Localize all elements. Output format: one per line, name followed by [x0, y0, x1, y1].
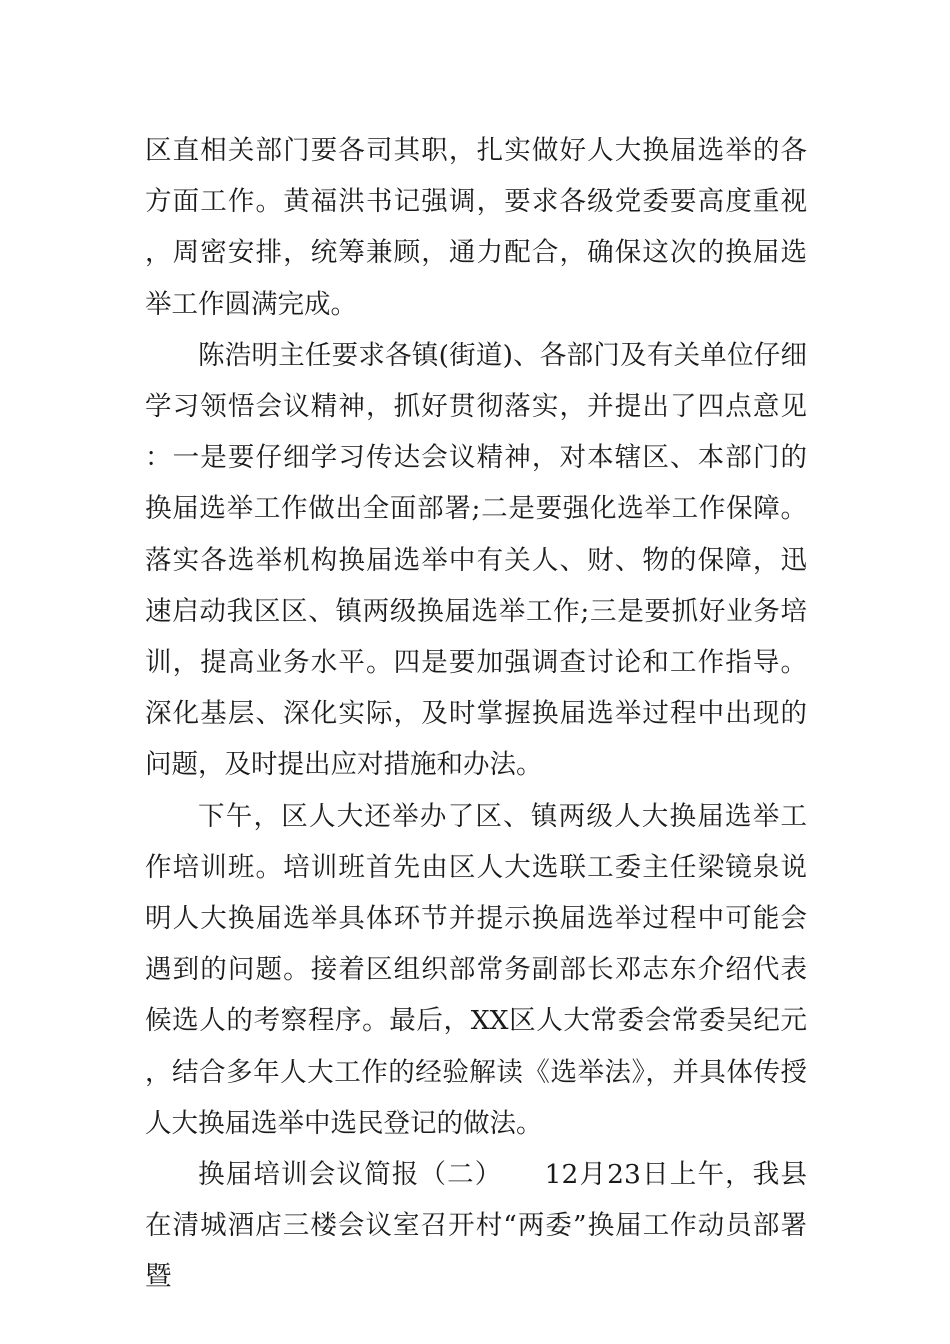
paragraph-3: 下午，区人大还举办了区、镇两级人大换届选举工作培训班。培训班首先由区人大选联工委主任梁镜泉说明人大换届选举具体环节并提示换届选举过程中可能会遇到的问题。接着区组织部常务副部长邓志东介绍代表候选人的考察程序。最后，XX区人大常委会常委吴纪元，结合多年人大工作的经验解读《选举法》，并具体传授人大换届选举中选民登记的做法。 [145, 800, 807, 1139]
document-body [145, 125, 807, 1303]
paragraph-1: 区直相关部门要各司其职，扎实做好人大换届选举的各方面工作。黄福洪书记强调，要求各级党委要高度重视，周密安排，统筹兼顾，通力配合，确保这次的换届选举工作圆满完成。 [145, 135, 807, 320]
paragraph-4: 换届培训会议简报（二） 12月23日上午，我县在清城酒店三楼会议室召开村“两委”换届工作动员部署暨 [145, 1159, 807, 1293]
paragraph-2: 陈浩明主任要求各镇(街道)、各部门及有关单位仔细学习领悟会议精神，抓好贯彻落实，并提出了四点意见：一是要仔细学习传达会议精神，对本辖区、本部门的换届选举工作做出全面部署;二是要强化选举工作保障。落实各选举机构换届选举中有关人、财、物的保障，迅速启动我区区、镇两级换届选举工作;三是要抓好业务培训，提高业务水平。四是要加强调查讨论和工作指导。深化基层、深化实际，及时掌握换届选举过程中出现的问题，及时提出应对措施和办法。 [145, 339, 807, 781]
